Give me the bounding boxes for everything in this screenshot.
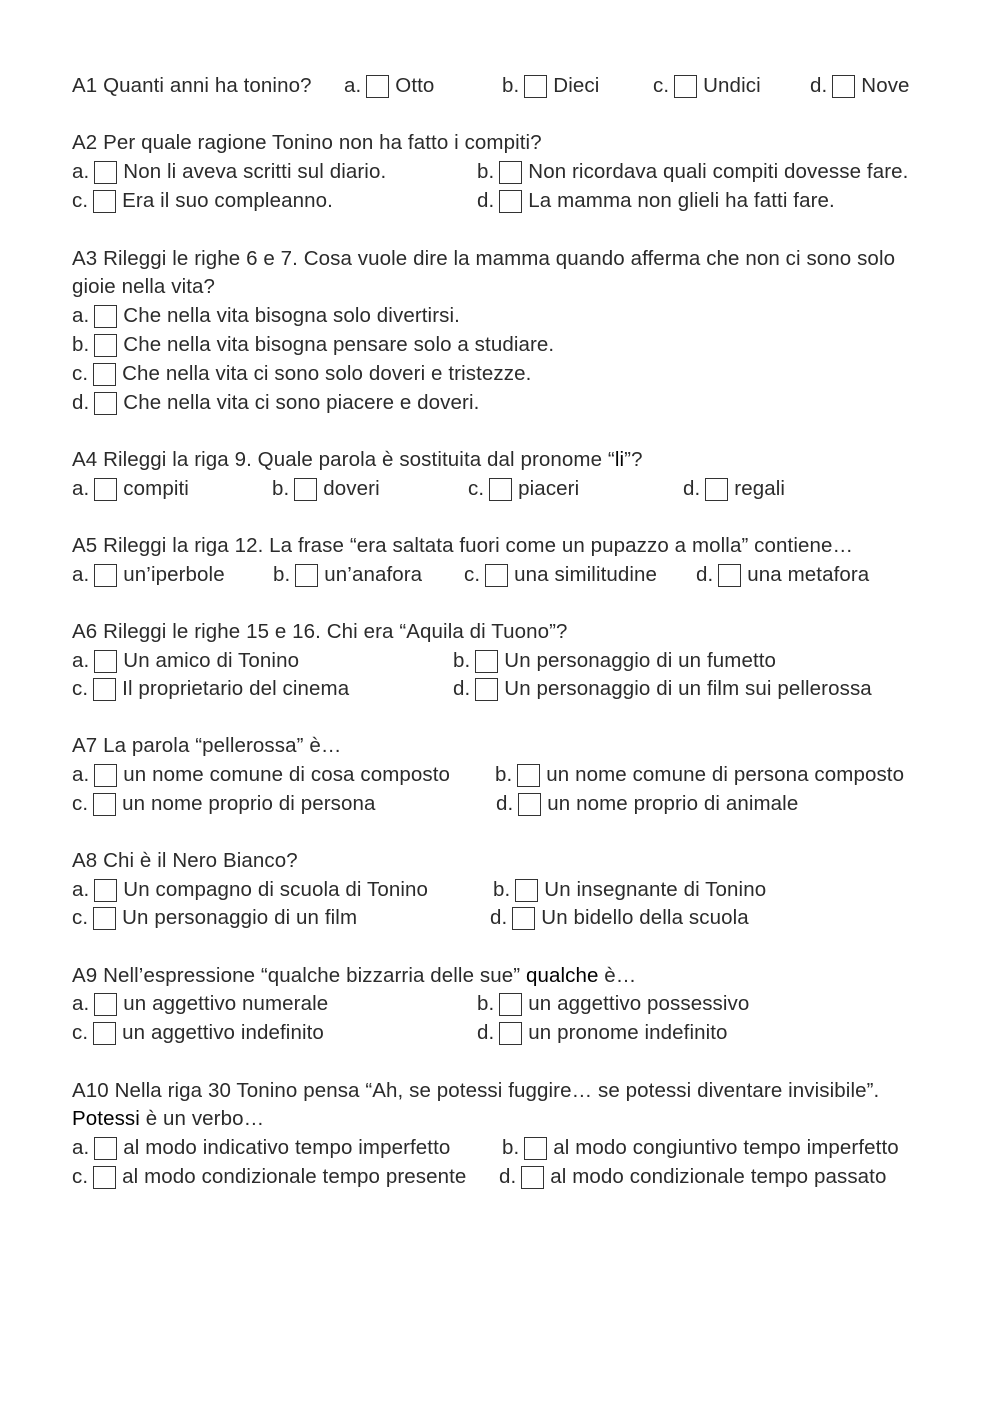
- checkbox[interactable]: [475, 650, 498, 673]
- checkbox[interactable]: [366, 75, 389, 98]
- question-a6-text: A6 Rileggi le righe 15 e 16. Chi era “Aquila di Tuono”?: [72, 620, 568, 643]
- checkbox[interactable]: [295, 564, 318, 587]
- checkbox[interactable]: [499, 161, 522, 184]
- option-a5-d[interactable]: [696, 563, 869, 587]
- option-text: compiti: [123, 477, 189, 500]
- option-text: una metafora: [747, 563, 870, 586]
- option-text: Nove: [861, 74, 910, 97]
- option-a3-b[interactable]: [72, 333, 554, 357]
- checkbox[interactable]: [94, 305, 117, 328]
- option-text: doveri: [323, 477, 380, 500]
- option-a9-b[interactable]: [477, 992, 749, 1016]
- option-letter: c.: [468, 477, 485, 500]
- option-text: Che nella vita ci sono solo doveri e tristezze.: [122, 362, 532, 385]
- question-a3-text-line1: A3 Rileggi le righe 6 e 7. Cosa vuole dire la mamma quando afferma che non ci sono solo: [72, 247, 896, 270]
- option-letter: b.: [502, 74, 520, 97]
- option-letter: a.: [72, 304, 90, 327]
- option-a8-b[interactable]: [493, 878, 766, 902]
- option-text: Dieci: [553, 74, 600, 97]
- option-letter: d.: [696, 563, 714, 586]
- question-a10-text-line1: A10 Nella riga 30 Tonino pensa “Ah, se potessi fuggire… se potessi diventare invisibile”.: [72, 1079, 880, 1102]
- option-letter: c.: [72, 677, 89, 700]
- option-text: al modo condizionale tempo presente: [122, 1165, 467, 1188]
- checkbox[interactable]: [485, 564, 508, 587]
- checkbox[interactable]: [94, 993, 117, 1016]
- option-text: Un bidello della scuola: [541, 906, 749, 929]
- option-letter: c.: [72, 362, 89, 385]
- option-letter: c.: [464, 563, 481, 586]
- option-a1-c[interactable]: [653, 74, 761, 98]
- option-a2-c[interactable]: [72, 189, 333, 213]
- option-text: Un amico di Tonino: [123, 649, 300, 672]
- option-a8-c[interactable]: [72, 906, 357, 930]
- option-a7-b[interactable]: [495, 763, 904, 787]
- option-a5-a[interactable]: [72, 563, 225, 587]
- option-a5-c[interactable]: [464, 563, 657, 587]
- option-letter: c.: [72, 1165, 89, 1188]
- question-text-part: A4 Rileggi la riga 9. Quale parola è sostituita dal pronome “: [72, 448, 615, 471]
- question-a8-text: A8 Chi è il Nero Bianco?: [72, 849, 298, 872]
- checkbox[interactable]: [499, 190, 522, 213]
- option-text: Undici: [703, 74, 761, 97]
- option-a1-a[interactable]: [344, 74, 434, 98]
- option-text: al modo indicativo tempo imperfetto: [123, 1136, 451, 1159]
- option-letter: d.: [683, 477, 701, 500]
- option-a6-c[interactable]: [72, 677, 349, 701]
- option-text: La mamma non glieli ha fatti fare.: [528, 189, 835, 212]
- checkbox[interactable]: [489, 478, 512, 501]
- checkbox[interactable]: [94, 334, 117, 357]
- option-a10-b[interactable]: [502, 1136, 899, 1160]
- option-a2-b[interactable]: [477, 160, 908, 184]
- option-text: un aggettivo numerale: [123, 992, 329, 1015]
- option-letter: a.: [72, 160, 90, 183]
- checkbox[interactable]: [93, 363, 116, 386]
- option-letter: d.: [477, 1021, 495, 1044]
- option-letter: b.: [272, 477, 290, 500]
- option-letter: a.: [72, 763, 90, 786]
- option-text: piaceri: [518, 477, 580, 500]
- option-text: Un personaggio di un fumetto: [504, 649, 777, 672]
- option-letter: c.: [72, 792, 89, 815]
- checkbox[interactable]: [93, 907, 116, 930]
- question-a3-text-line2: gioie nella vita?: [72, 275, 216, 298]
- option-a4-c[interactable]: [468, 477, 579, 501]
- option-letter: c.: [653, 74, 670, 97]
- option-text: Non ricordava quali compiti dovesse fare.: [528, 160, 909, 183]
- option-letter: d.: [490, 906, 508, 929]
- question-a5-text: A5 Rileggi la riga 12. La frase “era saltata fuori come un pupazzo a molla” contiene…: [72, 534, 854, 557]
- question-a2-text: A2 Per quale ragione Tonino non ha fatto i compiti?: [72, 131, 542, 154]
- option-text: Otto: [395, 74, 435, 97]
- option-letter: a.: [72, 477, 90, 500]
- option-letter: a.: [72, 563, 90, 586]
- option-a10-a[interactable]: [72, 1136, 450, 1160]
- question-text-part: A9 Nell’espressione “qualche bizzarria delle sue”: [72, 964, 526, 987]
- question-a9-text: [72, 964, 636, 988]
- checkbox[interactable]: [521, 1166, 544, 1189]
- option-text: Era il suo compleanno.: [122, 189, 333, 212]
- checkbox[interactable]: [94, 478, 117, 501]
- option-text: Un personaggio di un film: [122, 906, 358, 929]
- option-text: Che nella vita ci sono piacere e doveri.: [123, 391, 480, 414]
- option-letter: a.: [72, 878, 90, 901]
- option-letter: d.: [453, 677, 471, 700]
- option-a7-a[interactable]: [72, 763, 450, 787]
- question-a1-text: A1 Quanti anni ha tonino?: [72, 74, 312, 97]
- option-text: al modo condizionale tempo passato: [550, 1165, 887, 1188]
- question-text-part: è un verbo…: [139, 1107, 265, 1130]
- checkbox[interactable]: [93, 1166, 116, 1189]
- option-letter: b.: [72, 333, 90, 356]
- option-a2-d[interactable]: [477, 189, 835, 213]
- option-text: Non li aveva scritti sul diario.: [123, 160, 387, 183]
- question-a10-text-line2: [72, 1107, 264, 1131]
- checkbox[interactable]: [94, 650, 117, 673]
- checkbox[interactable]: [518, 793, 541, 816]
- checkbox[interactable]: [94, 564, 117, 587]
- checkbox[interactable]: [94, 392, 117, 415]
- option-letter: b.: [493, 878, 511, 901]
- option-a1-b[interactable]: [502, 74, 599, 98]
- option-text: un aggettivo indefinito: [122, 1021, 324, 1044]
- option-a4-a[interactable]: [72, 477, 189, 501]
- highlighted-word: li: [614, 448, 625, 471]
- option-text: un’anafora: [324, 563, 423, 586]
- option-text: un pronome indefinito: [528, 1021, 728, 1044]
- option-a6-b[interactable]: [453, 649, 776, 673]
- option-text: Un personaggio di un film sui pellerossa: [504, 677, 872, 700]
- checkbox[interactable]: [705, 478, 728, 501]
- checkbox[interactable]: [512, 907, 535, 930]
- option-a9-a[interactable]: [72, 992, 328, 1016]
- option-letter: d.: [496, 792, 514, 815]
- checkbox[interactable]: [517, 764, 540, 787]
- option-letter: c.: [72, 906, 89, 929]
- checkbox[interactable]: [499, 993, 522, 1016]
- option-text: Un insegnante di Tonino: [544, 878, 767, 901]
- option-a2-a[interactable]: [72, 160, 386, 184]
- checkbox[interactable]: [832, 75, 855, 98]
- option-a6-d[interactable]: [453, 677, 872, 701]
- option-text: al modo congiuntivo tempo imperfetto: [553, 1136, 899, 1159]
- checkbox[interactable]: [94, 764, 117, 787]
- option-letter: b.: [495, 763, 513, 786]
- option-letter: d.: [499, 1165, 517, 1188]
- checkbox[interactable]: [93, 1022, 116, 1045]
- option-a3-c[interactable]: [72, 362, 531, 386]
- option-a9-c[interactable]: [72, 1021, 324, 1045]
- highlighted-word: Potessi: [72, 1107, 140, 1130]
- option-text: un’iperbole: [123, 563, 225, 586]
- checkbox[interactable]: [93, 678, 116, 701]
- option-letter: a.: [72, 1136, 90, 1159]
- option-text: Il proprietario del cinema: [122, 677, 350, 700]
- option-letter: d.: [810, 74, 828, 97]
- option-letter: b.: [477, 992, 495, 1015]
- option-a10-c[interactable]: [72, 1165, 466, 1189]
- option-text: una similitudine: [514, 563, 658, 586]
- option-text: un nome comune di persona composto: [546, 763, 905, 786]
- question-a7-text: A7 La parola “pellerossa” è…: [72, 734, 342, 757]
- option-letter: a.: [344, 74, 362, 97]
- checkbox[interactable]: [524, 1137, 547, 1160]
- option-text: regali: [734, 477, 786, 500]
- option-letter: a.: [72, 649, 90, 672]
- option-a8-d[interactable]: [490, 906, 749, 930]
- option-a5-b[interactable]: [273, 563, 422, 587]
- option-text: un nome proprio di persona: [122, 792, 376, 815]
- option-text: Che nella vita bisogna pensare solo a studiare.: [123, 333, 555, 356]
- option-a7-d[interactable]: [496, 792, 798, 816]
- option-letter: d.: [477, 189, 495, 212]
- option-a8-a[interactable]: [72, 878, 428, 902]
- option-a4-d[interactable]: [683, 477, 785, 501]
- option-letter: c.: [72, 1021, 89, 1044]
- checkbox[interactable]: [674, 75, 697, 98]
- checkbox[interactable]: [94, 161, 117, 184]
- checkbox[interactable]: [499, 1022, 522, 1045]
- option-a4-b[interactable]: [272, 477, 380, 501]
- option-letter: b.: [273, 563, 291, 586]
- checkbox[interactable]: [294, 478, 317, 501]
- checkbox[interactable]: [524, 75, 547, 98]
- checkbox[interactable]: [93, 190, 116, 213]
- option-text: un nome proprio di animale: [547, 792, 799, 815]
- option-a10-d[interactable]: [499, 1165, 886, 1189]
- option-letter: b.: [502, 1136, 520, 1159]
- option-a6-a[interactable]: [72, 649, 299, 673]
- highlighted-word: qualche: [525, 964, 599, 987]
- option-text: un aggettivo possessivo: [528, 992, 750, 1015]
- option-a7-c[interactable]: [72, 792, 375, 816]
- option-text: Un compagno di scuola di Tonino: [123, 878, 429, 901]
- option-a1-d[interactable]: [810, 74, 910, 98]
- option-letter: d.: [72, 391, 90, 414]
- checkbox[interactable]: [515, 879, 538, 902]
- option-letter: c.: [72, 189, 89, 212]
- checkbox[interactable]: [475, 678, 498, 701]
- checkbox[interactable]: [718, 564, 741, 587]
- option-letter: b.: [477, 160, 495, 183]
- question-text-part: ”?: [624, 448, 643, 471]
- question-a4-text: [72, 448, 643, 472]
- option-text: un nome comune di cosa composto: [123, 763, 451, 786]
- option-a9-d[interactable]: [477, 1021, 728, 1045]
- option-a3-d[interactable]: [72, 391, 479, 415]
- option-text: Che nella vita bisogna solo divertirsi.: [123, 304, 460, 327]
- checkbox[interactable]: [93, 793, 116, 816]
- question-text-part: è…: [598, 964, 637, 987]
- checkbox[interactable]: [94, 1137, 117, 1160]
- option-letter: b.: [453, 649, 471, 672]
- checkbox[interactable]: [94, 879, 117, 902]
- option-a3-a[interactable]: [72, 304, 460, 328]
- option-letter: a.: [72, 992, 90, 1015]
